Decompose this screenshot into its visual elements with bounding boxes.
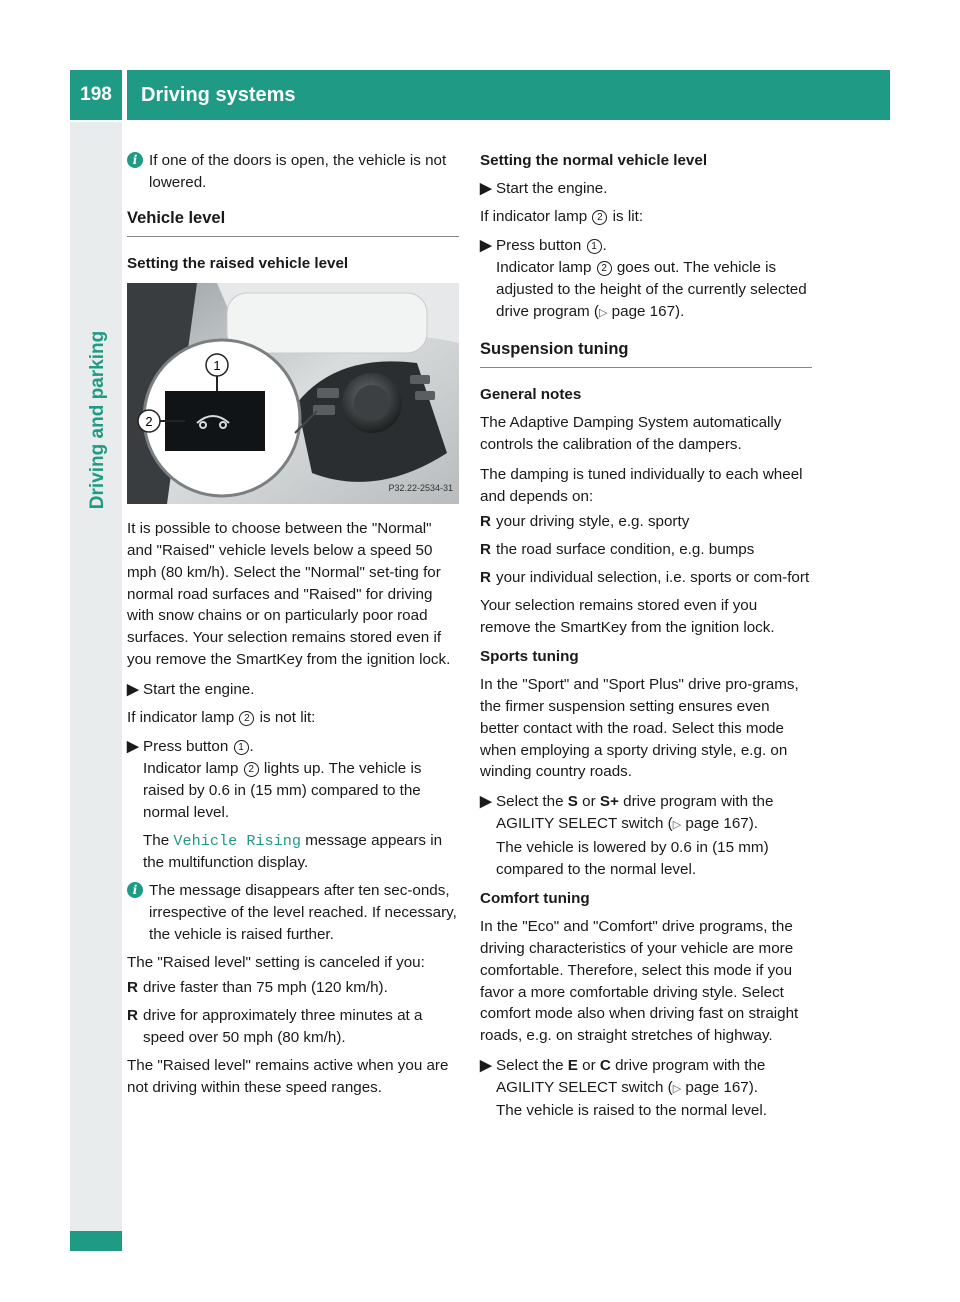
figure-center-console — [127, 283, 459, 504]
side-tab — [70, 122, 122, 1231]
info-note-message: i The message disappears after ten sec-onds, irrespective of the level reached. If necessary, the vehicle is raised further. — [127, 880, 459, 945]
figure-code: P32.22-2534-31 — [388, 483, 453, 494]
paragraph-comfort: In the "Eco" and "Comfort" drive programs, the driving characteristics of your vehicle are more comfortable. Therefore, select this mode if you favor a more comfortable driving style. Select comfort mode also when driving fast on straight roads, e.g. on straight stretches of highway. — [480, 918, 799, 1045]
paragraph-stored: Your selection remains stored even if you remove the SmartKey from the ignition lock. — [480, 596, 775, 636]
bullet-icon: R — [480, 541, 491, 559]
list-item: R the road surface condition, e.g. bumps — [480, 539, 812, 561]
arrow-icon: ▶ — [480, 1056, 492, 1074]
step-start-engine: ▶ Start the engine. — [480, 178, 812, 200]
page-ref-icon: ▷ — [672, 1082, 682, 1095]
section-title-vehicle-level: Vehicle level — [127, 208, 459, 238]
display-message: Vehicle Rising — [173, 831, 302, 850]
list-item: R your driving style, e.g. sporty — [480, 511, 812, 533]
callout-2-ref: 2 — [239, 711, 254, 726]
callout-2-ref: 2 — [592, 210, 607, 225]
paragraph-sports: In the "Sport" and "Sport Plus" drive pro-grams, the firmer suspension setting ensures even better contact with the road. Select this mode when employing a sporty driving style, e.g. on winding country roads. — [480, 676, 799, 781]
step-press-button: ▶ Press button 1 . Indicator lamp 2 lights up. The vehicle is raised by 0.6 in (15 mm) compared to the normal level. The Vehicle Rising message appears in the multifunction display. — [127, 736, 459, 874]
bullet-icon: R — [127, 1007, 138, 1025]
subheading-normal-level: Setting the normal vehicle level — [480, 152, 708, 169]
page-reference-link[interactable]: page 167 — [685, 814, 749, 832]
side-tab-label: Driving and parking — [87, 330, 109, 510]
callout-1-ref: 1 — [587, 239, 602, 254]
paragraph-damping: The damping is tuned individually to each wheel and depends on: — [480, 465, 803, 505]
arrow-icon: ▶ — [127, 738, 139, 756]
message-display-note: The Vehicle Rising message appears in the multifunction display. — [143, 831, 443, 872]
page-number: 198 — [70, 70, 122, 120]
step-select-comfort: ▶ Select the E or C drive program with the AGILITY SELECT switch (▷ page 167). The vehicle is raised to the normal level. — [480, 1056, 767, 1120]
subheading-sports: Sports tuning — [480, 648, 579, 666]
side-tab-marker — [70, 1231, 122, 1251]
callout-1-ref: 1 — [234, 740, 249, 755]
page-reference-link[interactable]: page 167 — [685, 1078, 749, 1096]
left-column — [127, 150, 459, 1106]
paragraph-choose-level: It is possible to choose between the "Normal" and "Raised" vehicle levels below a speed 50 mph (80 km/h). Select the "Normal" set-ting for normal road surfaces and "Raised" for driving with snow chains or on particularly poor road surfaces. Your selection remains stored even if you remove the SmartKey from the ignition lock. — [127, 520, 451, 668]
chapter-title: Driving systems — [127, 70, 890, 120]
arrow-icon: ▶ — [480, 793, 492, 811]
condition-not-lit: If indicator lamp 2 is not lit: — [127, 708, 316, 726]
svg-text:2: 2 — [145, 414, 153, 430]
callout-2-ref: 2 — [597, 261, 612, 276]
info-note-doors: i If one of the doors is open, the vehicle is not lowered. — [127, 150, 459, 194]
paragraph-remains-active: The "Raised level" remains active when you are not driving within these speed ranges. — [127, 1056, 449, 1096]
callout-2-ref: 2 — [244, 762, 259, 777]
level-button — [313, 405, 335, 415]
side-tab-label-wrap — [86, 300, 110, 540]
arrow-icon: ▶ — [480, 237, 492, 255]
svg-text:1: 1 — [213, 358, 221, 374]
console-illustration — [127, 283, 459, 504]
condition-lit: If indicator lamp 2 is lit: — [480, 207, 644, 225]
paragraph-adaptive: The Adaptive Damping System automatically controls the calibration of the dampers. — [480, 414, 782, 453]
section-title-suspension: Suspension tuning — [480, 339, 812, 369]
page-ref-icon: ▷ — [598, 306, 608, 319]
subheading-general-notes: General notes — [480, 386, 582, 404]
info-icon: i — [127, 882, 143, 898]
bullet-icon: R — [480, 513, 491, 531]
step-start-engine: ▶ Start the engine. — [127, 679, 459, 701]
step-press-button: ▶ Press button 1 . Indicator lamp 2 goes out. The vehicle is adjusted to the height of the currently selected drive program (▷ page 167). — [480, 237, 807, 320]
page-reference-link[interactable]: page 167 — [611, 302, 676, 320]
canceled-intro: The "Raised level" setting is canceled if you: — [127, 953, 425, 971]
page-ref-icon: ▷ — [672, 818, 682, 831]
subheading-raised-level: Setting the raised vehicle level — [127, 255, 349, 273]
list-item: R your individual selection, i.e. sports or com-fort — [480, 567, 812, 589]
right-column — [480, 150, 812, 1128]
bullet-icon: R — [127, 979, 138, 997]
step-select-sport: ▶ Select the S or S+ drive program with the AGILITY SELECT switch (▷ page 167). The vehicle is lowered by 0.6 in (15 mm) compared to the normal level. — [480, 793, 774, 878]
list-item: R drive for approximately three minutes at a speed over 50 mph (80 km/h). — [127, 1007, 423, 1046]
bullet-icon: R — [480, 568, 491, 586]
info-icon: i — [127, 152, 143, 168]
arrow-icon: ▶ — [480, 179, 492, 197]
arrow-icon: ▶ — [127, 680, 139, 698]
list-item: R drive faster than 75 mph (120 km/h). — [127, 977, 459, 999]
subheading-comfort: Comfort tuning — [480, 890, 590, 908]
